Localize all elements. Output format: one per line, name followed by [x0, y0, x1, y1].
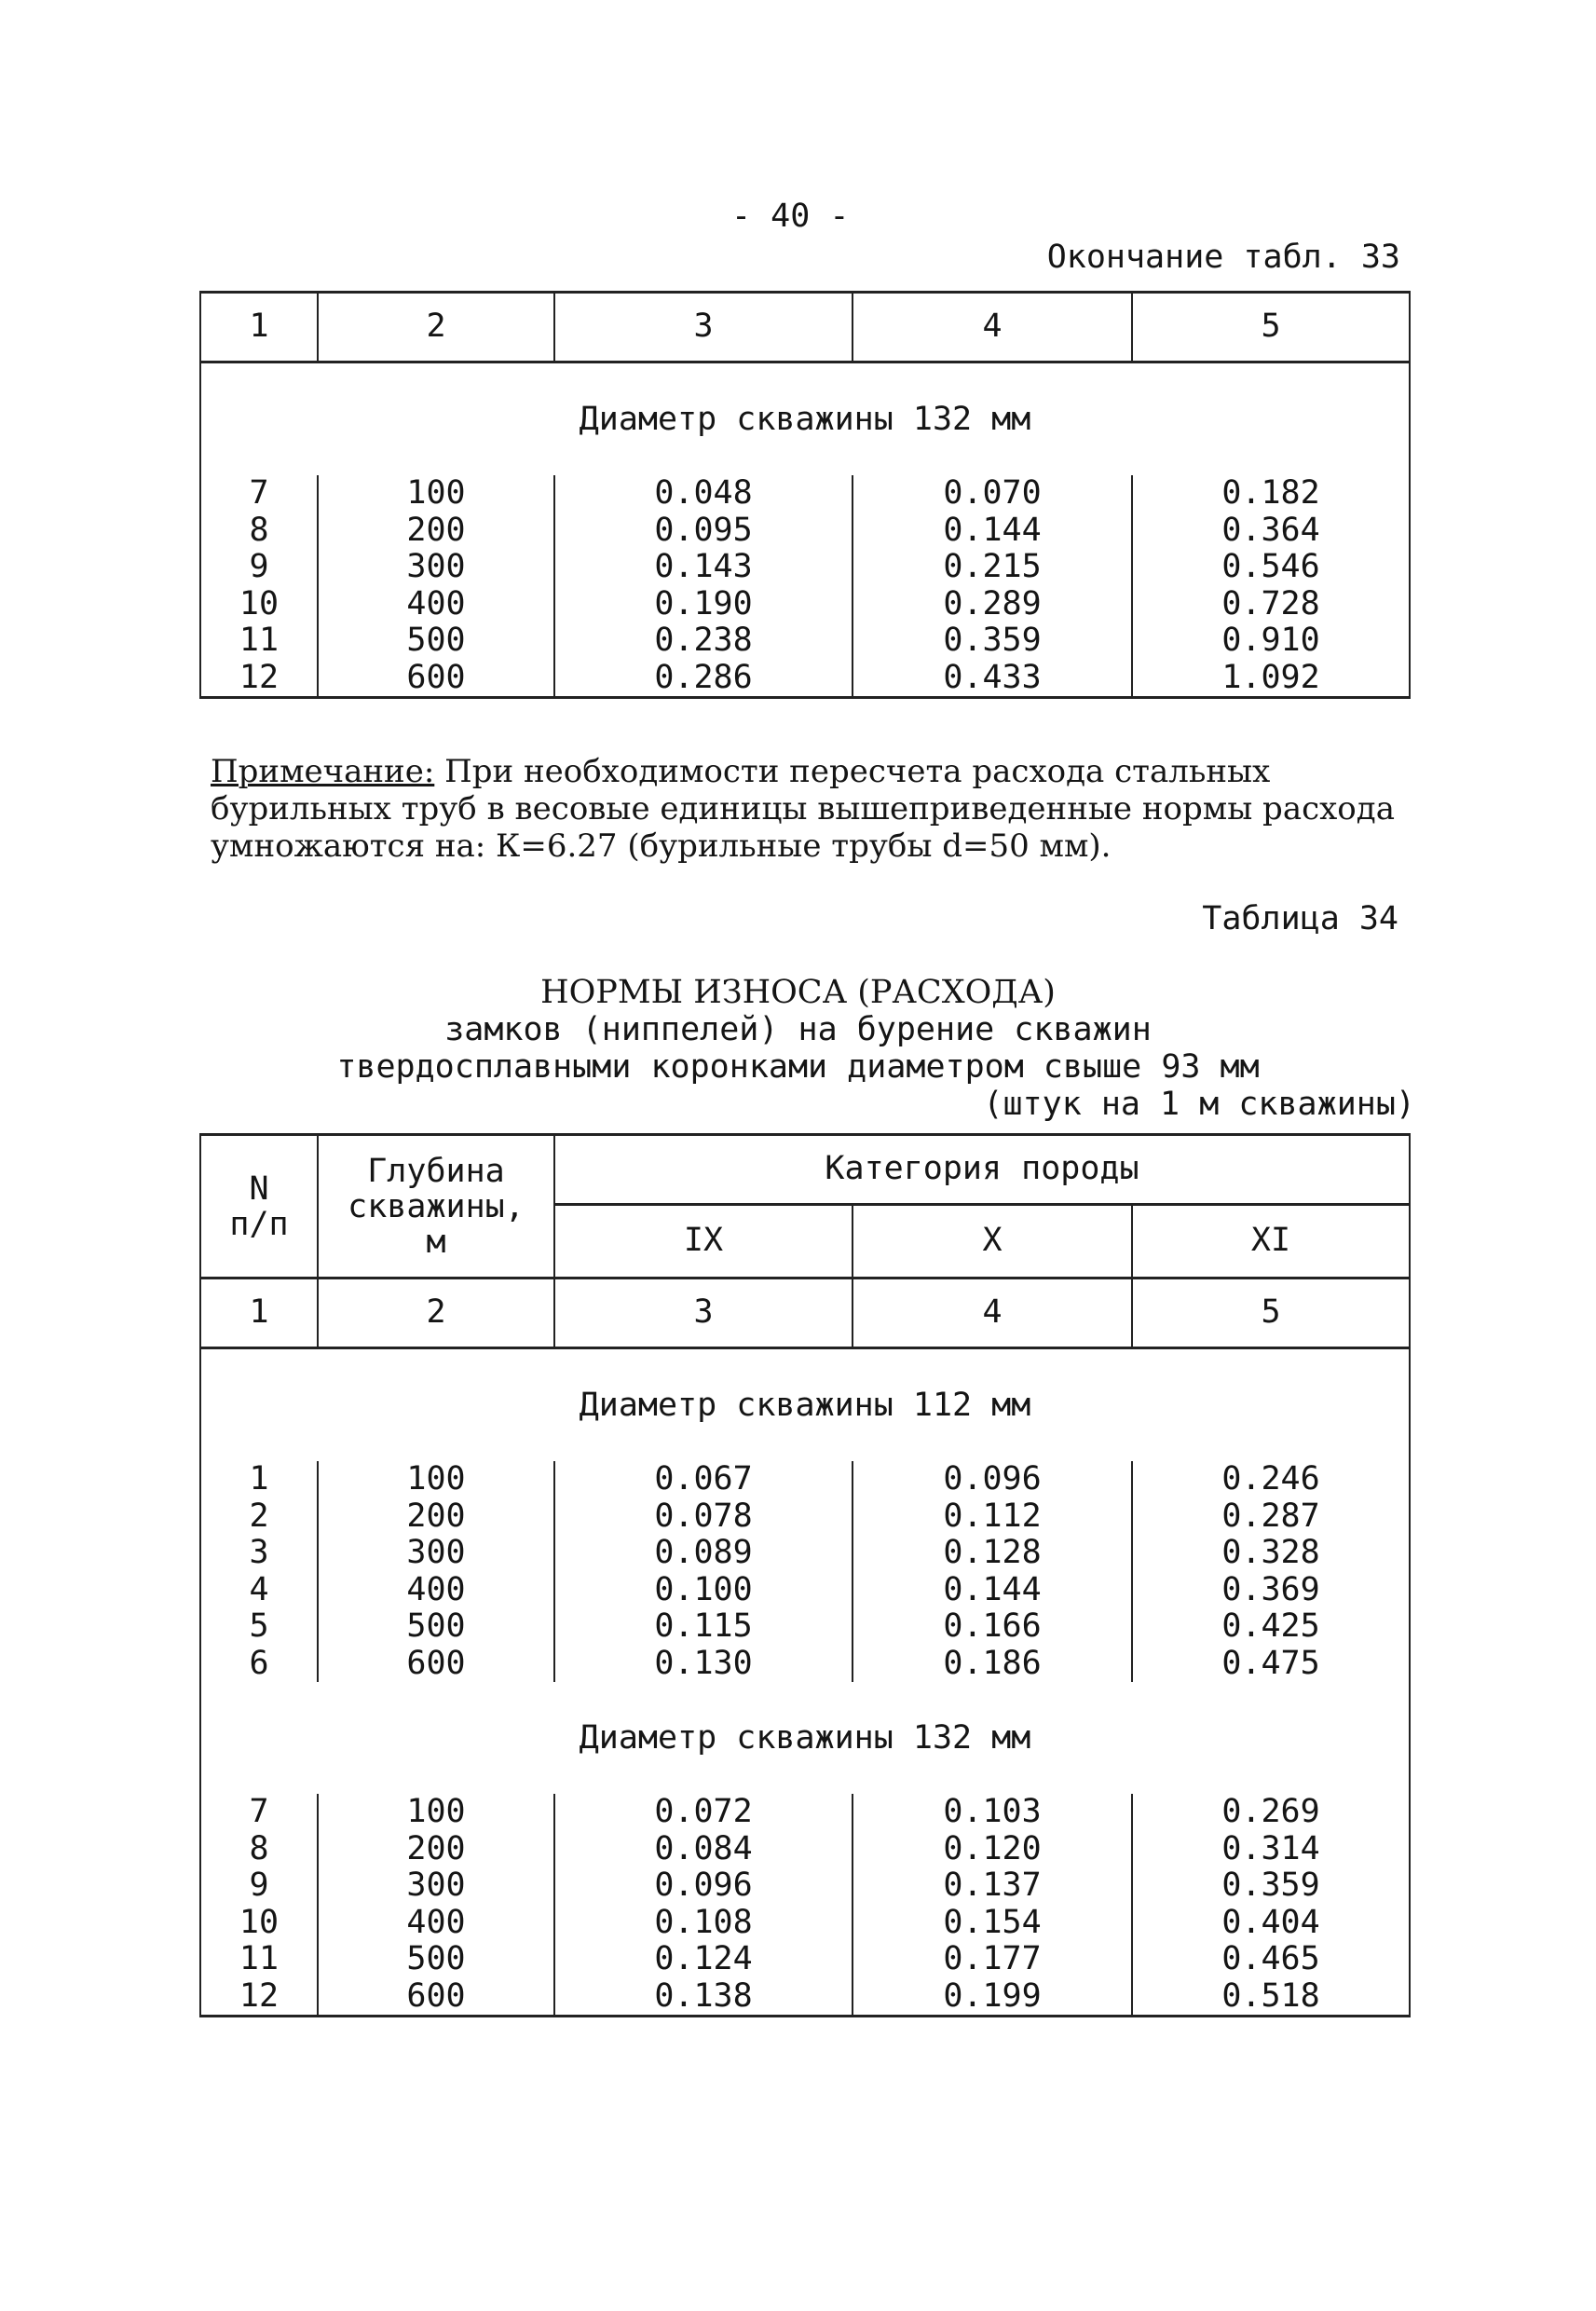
row-number: 2: [200, 1498, 318, 1536]
table-row: [200, 513, 1410, 550]
row-number: 8: [200, 1831, 318, 1868]
value-cell: 0.137: [853, 1867, 1132, 1905]
depth-cell: 300: [318, 1867, 554, 1905]
note-label: Примечание:: [211, 753, 435, 790]
table-row: [200, 1867, 1410, 1905]
value-cell: 0.166: [853, 1608, 1132, 1646]
value-cell: 0.369: [1132, 1572, 1410, 1609]
column-number: 5: [1132, 1279, 1410, 1348]
page-number: - 40 -: [731, 198, 850, 235]
value-cell: 1.092: [1132, 660, 1410, 698]
depth-cell: 600: [318, 1978, 554, 2017]
value-cell: 0.130: [554, 1646, 853, 1683]
table-row: [200, 1535, 1410, 1572]
header-category-x: X: [853, 1205, 1132, 1279]
column-number: 2: [318, 293, 554, 362]
table-row: [200, 1572, 1410, 1609]
table-row: [200, 549, 1410, 586]
value-cell: 0.100: [554, 1572, 853, 1609]
table-34-unit: (штук на 1 м скважины): [983, 1086, 1415, 1123]
value-cell: 0.364: [1132, 513, 1410, 550]
table-row: [200, 1608, 1410, 1646]
value-cell: 0.359: [1132, 1867, 1410, 1905]
row-number: 8: [200, 513, 318, 550]
depth-cell: 500: [318, 1941, 554, 1978]
column-number: 5: [1132, 293, 1410, 362]
value-cell: 0.518: [1132, 1978, 1410, 2017]
depth-cell: 400: [318, 1905, 554, 1942]
column-number: 1: [200, 1279, 318, 1348]
column-number: 2: [318, 1279, 554, 1348]
row-number: 7: [200, 475, 318, 513]
value-cell: 0.089: [554, 1535, 853, 1572]
value-cell: 0.190: [554, 586, 853, 623]
value-cell: 0.144: [853, 513, 1132, 550]
row-number: 5: [200, 1608, 318, 1646]
row-number: 9: [200, 549, 318, 586]
value-cell: 0.108: [554, 1905, 853, 1942]
value-cell: 0.182: [1132, 475, 1410, 513]
value-cell: 0.143: [554, 549, 853, 586]
depth-cell: 600: [318, 660, 554, 698]
table-row: [200, 1646, 1410, 1683]
header-category-xi: XI: [1132, 1205, 1410, 1279]
note: [211, 753, 1403, 865]
value-cell: 0.475: [1132, 1646, 1410, 1683]
depth-cell: 200: [318, 1498, 554, 1536]
value-cell: 0.072: [554, 1794, 853, 1831]
column-number: 1: [200, 293, 318, 362]
table-34-column-numbers: [200, 1279, 1410, 1348]
value-cell: 0.120: [853, 1831, 1132, 1868]
value-cell: 0.287: [1132, 1498, 1410, 1536]
depth-cell: 200: [318, 1831, 554, 1868]
value-cell: 0.144: [853, 1572, 1132, 1609]
section-title: Диаметр скважины 112 мм: [200, 1348, 1410, 1462]
value-cell: 0.070: [853, 475, 1132, 513]
table-row: [200, 660, 1410, 698]
table-33-column-numbers: [200, 293, 1410, 362]
value-cell: 0.154: [853, 1905, 1132, 1942]
table-33-continuation-caption: Окончание табл. 33: [1046, 239, 1400, 276]
value-cell: 0.096: [853, 1461, 1132, 1498]
row-number: 7: [200, 1794, 318, 1831]
value-cell: 0.124: [554, 1941, 853, 1978]
table-row: [200, 1831, 1410, 1868]
section-title: Диаметр скважины 132 мм: [200, 362, 1410, 476]
section-title: Диаметр скважины 132 мм: [200, 1682, 1410, 1794]
row-number: 11: [200, 622, 318, 660]
value-cell: 0.078: [554, 1498, 853, 1536]
depth-cell: 100: [318, 1794, 554, 1831]
table-34-label: Таблица 34: [1202, 900, 1398, 937]
depth-cell: 300: [318, 549, 554, 586]
table-row: [200, 1978, 1410, 2017]
value-cell: 0.246: [1132, 1461, 1410, 1498]
table-row: [200, 1905, 1410, 1942]
depth-cell: 300: [318, 1535, 554, 1572]
header-category: Категория породы: [554, 1135, 1410, 1205]
value-cell: 0.186: [853, 1646, 1132, 1683]
row-number: 1: [200, 1461, 318, 1498]
row-number: 3: [200, 1535, 318, 1572]
row-number: 12: [200, 660, 318, 698]
table-34: [199, 1133, 1411, 2017]
value-cell: 0.138: [554, 1978, 853, 2017]
value-cell: 0.404: [1132, 1905, 1410, 1942]
value-cell: 0.289: [853, 586, 1132, 623]
row-number: 10: [200, 586, 318, 623]
header-number: N п/п: [200, 1135, 318, 1279]
value-cell: 0.115: [554, 1608, 853, 1646]
value-cell: 0.433: [853, 660, 1132, 698]
row-number: 10: [200, 1905, 318, 1942]
depth-cell: 500: [318, 1608, 554, 1646]
row-number: 4: [200, 1572, 318, 1609]
value-cell: 0.286: [554, 660, 853, 698]
depth-cell: 600: [318, 1646, 554, 1683]
table-row: [200, 1461, 1410, 1498]
header-category-ix: IX: [554, 1205, 853, 1279]
value-cell: 0.095: [554, 513, 853, 550]
table-row: [200, 475, 1410, 513]
value-cell: 0.465: [1132, 1941, 1410, 1978]
table-row: [200, 1941, 1410, 1978]
value-cell: 0.546: [1132, 549, 1410, 586]
row-number: 6: [200, 1646, 318, 1683]
value-cell: 0.048: [554, 475, 853, 513]
value-cell: 0.084: [554, 1831, 853, 1868]
table-34-subtitle: твердосплавными коронками диаметром свыше 93 мм: [336, 1048, 1260, 1086]
value-cell: 0.215: [853, 549, 1132, 586]
row-number: 11: [200, 1941, 318, 1978]
note-text: При необходимости пересчета расхода стальных бурильных труб в весовые единицы вышеприведенные нормы расхода умножаются на: К=6.27 (бурильные трубы d=50 мм).: [211, 753, 1395, 865]
value-cell: 0.199: [853, 1978, 1132, 2017]
depth-cell: 400: [318, 1572, 554, 1609]
depth-cell: 100: [318, 475, 554, 513]
table-row: [200, 1794, 1410, 1831]
depth-cell: 400: [318, 586, 554, 623]
table-34-subtitle: замков (ниппелей) на бурение скважин: [444, 1011, 1152, 1048]
value-cell: 0.314: [1132, 1831, 1410, 1868]
column-number: 3: [554, 293, 853, 362]
table-34-title: НОРМЫ ИЗНОСА (РАСХОДА): [540, 974, 1056, 1011]
value-cell: 0.910: [1132, 622, 1410, 660]
value-cell: 0.269: [1132, 1794, 1410, 1831]
value-cell: 0.177: [853, 1941, 1132, 1978]
value-cell: 0.359: [853, 622, 1132, 660]
value-cell: 0.238: [554, 622, 853, 660]
value-cell: 0.096: [554, 1867, 853, 1905]
value-cell: 0.728: [1132, 586, 1410, 623]
table-33-continuation: [199, 291, 1411, 699]
value-cell: 0.425: [1132, 1608, 1410, 1646]
depth-cell: 100: [318, 1461, 554, 1498]
row-number: 9: [200, 1867, 318, 1905]
value-cell: 0.067: [554, 1461, 853, 1498]
column-number: 4: [853, 1279, 1132, 1348]
depth-cell: 500: [318, 622, 554, 660]
value-cell: 0.112: [853, 1498, 1132, 1536]
value-cell: 0.103: [853, 1794, 1132, 1831]
column-number: 4: [853, 293, 1132, 362]
header-depth: Глубина скважины, м: [318, 1135, 554, 1279]
table-row: [200, 1498, 1410, 1536]
table-row: [200, 622, 1410, 660]
depth-cell: 200: [318, 513, 554, 550]
column-number: 3: [554, 1279, 853, 1348]
value-cell: 0.328: [1132, 1535, 1410, 1572]
row-number: 12: [200, 1978, 318, 2017]
table-row: [200, 586, 1410, 623]
value-cell: 0.128: [853, 1535, 1132, 1572]
